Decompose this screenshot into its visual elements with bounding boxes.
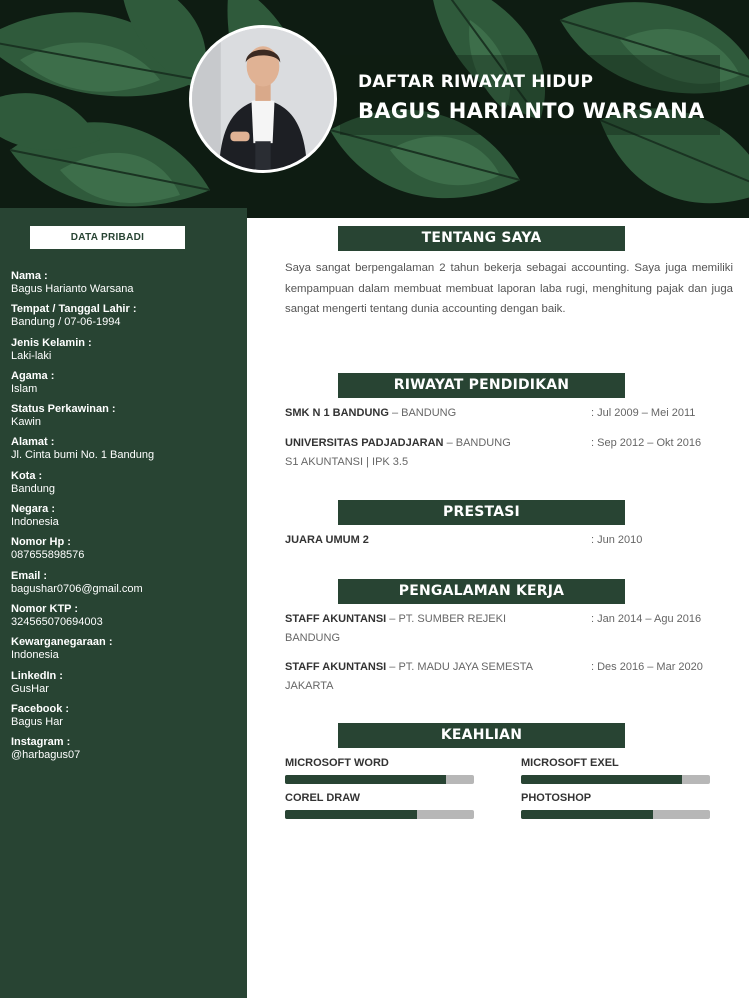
personal-item-value: Laki-laki [11,349,52,362]
candidate-name: BAGUS HARIANTO WARSANA [358,99,705,123]
personal-item-label: Nama : [11,270,48,282]
personal-item-value: 087655898576 [11,549,85,562]
experience-row [285,661,725,692]
personal-data-list [11,270,241,769]
personal-item-value: bagushar0706@gmail.com [11,582,143,595]
skill-item [521,757,710,784]
skill-bar-fill [521,810,653,819]
personal-item-value: Kawin [11,416,41,429]
personal-item-label: Negara : [11,503,56,516]
personal-item-value: 324565070694003 [11,615,103,628]
personal-item-label: Kewarganegaraan : [11,636,113,649]
about-text: Saya sangat berpengalaman 2 tahun bekerja sebagai accounting. Saya juga memiliki kempampuan dalam membuat membuat laporan laba rugi, menghitung pajak dan juga sangat mengerti tentang dunia accounting dengan baik. [285,262,733,316]
skill-bar [285,810,474,819]
skill-bar [521,775,710,784]
personal-item-phone [11,536,241,569]
skill-name: COREL DRAW [285,792,360,804]
education-period: : Sep 2012 – Okt 2016 [591,437,702,449]
personal-item-ktp [11,603,241,636]
personal-item-instagram [11,736,241,769]
personal-item-linkedin [11,670,241,703]
experience-company: – PT. SUMBER REJEKI [386,613,507,625]
personal-item-name [11,270,241,303]
achievement-row [285,534,725,547]
skill-name: PHOTOSHOP [521,792,592,804]
skill-bar [285,775,474,784]
personal-item-value: Bagus Harianto Warsana [11,283,134,295]
personal-item-label: Jenis Kelamin : [11,336,92,349]
personal-item-label: Nomor KTP : [11,602,79,615]
achievement-period: : Jun 2010 [591,534,643,546]
profile-photo [189,25,337,173]
experience-city: BANDUNG [285,632,341,644]
personal-item-value: Islam [11,382,38,395]
personal-item-label: Tempat / Tanggal Lahir : [11,303,137,316]
skill-bar-fill [521,775,682,784]
personal-item-label: Facebook : [11,702,70,715]
header-banner [0,0,749,218]
education-heading: RIWAYAT PENDIDIKAN [338,373,625,398]
personal-item-value: Bandung / 07-06-1994 [11,316,121,329]
personal-item-city [11,470,241,503]
experience-role: STAFF AKUNTANSI [285,613,387,625]
skill-name: MICROSOFT EXEL [521,757,619,769]
personal-item-label: Email : [11,569,48,582]
education-row [285,437,725,468]
personal-item-label: Nomor Hp : [11,536,71,549]
education-degree: S1 AKUNTANSI | IPK 3.5 [285,456,409,468]
personal-item-citizenship [11,636,241,669]
personal-item-address [11,436,241,469]
personal-data-sidebar [0,208,247,998]
person-photo-icon [192,28,334,170]
experience-period: : Des 2016 – Mar 2020 [591,661,703,673]
skills-heading: KEAHLIAN [338,723,625,748]
personal-item-marital [11,403,241,436]
skill-bar-fill [285,775,446,784]
personal-item-label: Kota : [11,469,43,482]
personal-item-gender [11,337,241,370]
education-school: SMK N 1 BANDUNG [285,407,389,419]
personal-item-value: @harbagus07 [11,749,81,762]
personal-item-label: Instagram : [11,736,71,749]
skill-item [285,757,474,784]
skill-bar-fill [285,810,417,819]
document-title: DAFTAR RIWAYAT HIDUP [358,72,594,92]
education-period: : Jul 2009 – Mei 2011 [591,407,696,419]
skill-item [521,792,710,819]
personal-item-label: Agama : [11,369,55,382]
personal-item-value: GusHar [11,682,49,695]
education-city: – BANDUNG [388,407,457,419]
experience-company: – PT. MADU JAYA SEMESTA [386,661,533,673]
personal-item-value: Jl. Cinta bumi No. 1 Bandung [11,449,155,462]
about-heading: TENTANG SAYA [338,226,625,251]
personal-item-facebook [11,703,241,736]
personal-item-value: Indonesia [11,649,59,662]
experience-period: : Jan 2014 – Agu 2016 [591,613,702,625]
personal-item-label: LinkedIn : [11,669,63,682]
personal-item-label: Alamat : [11,436,55,449]
skill-name: MICROSOFT WORD [285,757,389,769]
achievements-heading: PRESTASI [338,500,625,525]
experience-heading: PENGALAMAN KERJA [338,579,625,604]
personal-item-country [11,503,241,536]
personal-item-email [11,570,241,603]
education-school: UNIVERSITAS PADJADJARAN [285,437,444,449]
personal-item-value: Indonesia [11,516,59,529]
experience-row [285,613,725,644]
skill-item [285,792,474,819]
personal-item-value: Bandung [11,482,56,495]
experience-city: JAKARTA [285,680,334,692]
achievement-title: JUARA UMUM 2 [285,534,369,546]
education-city: – BANDUNG [443,437,511,449]
personal-item-value: Bagus Har [11,715,63,728]
personal-item-birth [11,303,241,336]
personal-data-heading: DATA PRIBADI [30,226,185,249]
skill-bar [521,810,710,819]
personal-item-label: Status Perkawinan : [11,403,116,416]
education-row [285,407,725,420]
experience-role: STAFF AKUNTANSI [285,661,387,673]
personal-item-religion [11,370,241,403]
